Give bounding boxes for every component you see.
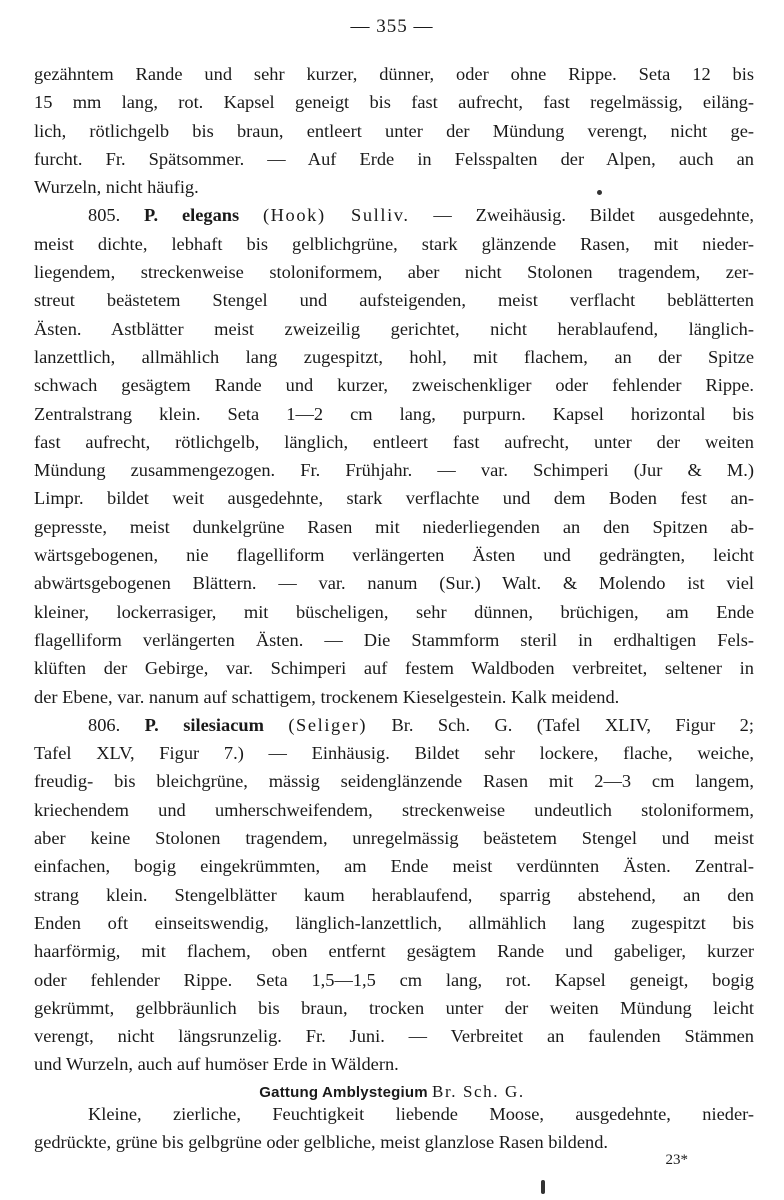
text-line: flagelliform verlängerten Ästen. — Die Stammform steril in erdhaltigen Fels- (34, 629, 754, 650)
text-line: aber keine Stolonen tragendem, unregelmässig beästetem Stengel und meist (34, 828, 754, 849)
text-line: der Ebene, var. nanum auf schattigem, trockenem Kieselgestein. Kalk meidend. (34, 686, 620, 707)
species-entry-805-first-line (34, 201, 754, 229)
text-line: strang klein. Stengelblätter kaum herablaufend, sparrig abstehend, an den (34, 884, 754, 905)
genus-heading-name: Gattung Amblystegium (259, 1084, 428, 1101)
text-line: gekrümmt, gelbbräunlich bis braun, trocken unter der weiten Mündung leicht (34, 997, 754, 1018)
species-author: (Hook) Sulliv. (262, 205, 410, 226)
text-line: einfachen, bogig eingekrümmten, am Ende meist verdünnten Ästen. Zentral- (34, 856, 754, 877)
text-line: gezähntem Rande und sehr kurzer, dünner, oder ohne Rippe. Seta 12 bis (34, 64, 754, 84)
ink-speck (541, 1180, 545, 1194)
species-author: (Seliger) (288, 714, 368, 735)
text-line: verengt, nicht längsrunzelig. Fr. Juni. — Verbreitet an faulenden Stämmen (34, 1026, 754, 1047)
text-line: haarförmig, mit flachem, oben entfernt gesägtem Rande und gabeliger, kurzer (34, 941, 754, 962)
text-line: Kleine, zierliche, Feuchtigkeit liebende Moose, ausgedehnte, nieder- (88, 1104, 754, 1124)
text-line: Tafel XLV, Figur 7.) — Einhäusig. Bildet sehr lockere, flache, weiche, (34, 743, 754, 764)
entry-number: 806. (88, 714, 121, 735)
species-name: elegans (181, 205, 240, 226)
text-line: gepresste, meist dunkelgrüne Rasen mit niederliegenden an den Spitzen ab- (34, 516, 754, 537)
text-line: Limpr. bildet weit ausgedehnte, stark verflachte und dem Boden fest an- (34, 488, 754, 509)
text-line: kleiner, lockerrasiger, mit büscheligen, sehr dünnen, brüchigen, am Ende (34, 601, 754, 622)
text-line: fast aufrecht, rötlichgelb, länglich, entleert fast aufrecht, unter der weiten (34, 431, 754, 452)
ink-speck (597, 190, 602, 195)
text-line: oder fehlender Rippe. Seta 1,5—1,5 cm lang, rot. Kapsel geneigt, bogig (34, 969, 754, 990)
page-number: — 355 — (350, 16, 434, 37)
text-line: kriechendem und umherschweifendem, streckenweise undeutlich stoloniformem, (34, 799, 754, 820)
text-fragment: — Zweihäusig. Bildet ausgedehnte, (433, 205, 754, 226)
text-line: klüften der Gebirge, var. Schimperi auf festem Waldboden verbreitet, seltener in (34, 658, 754, 679)
text-line: Wurzeln, nicht häufig. (34, 177, 199, 198)
species-entry-806-first-line (34, 711, 754, 739)
text-line: gedrückte, grüne bis gelbgrüne oder gelbliche, meist glanzlose Rasen bildend. (34, 1132, 609, 1153)
genus-heading (0, 1082, 784, 1102)
genus-description (34, 1100, 754, 1157)
text-line: Enden oft einseitswendig, länglich-lanzettlich, allmählich lang zugespitzt bis (34, 912, 754, 933)
text-line: 15 mm lang, rot. Kapsel geneigt bis fast aufrecht, fast regelmässig, eiläng- (34, 92, 754, 113)
text-line: streut beästetem Stengel und aufsteigenden, meist verflacht beblätterten (34, 290, 754, 311)
text-line: schwach gesägtem Rande und kurzer, zweischenkliger oder fehlender Rippe. (34, 375, 754, 396)
text-line: Zentralstrang klein. Seta 1—2 cm lang, purpurn. Kapsel horizontal bis (34, 403, 754, 424)
text-line: lich, rötlichgelb bis braun, entleert unter der Mündung verengt, nicht ge- (34, 120, 754, 141)
text-line: abwärtsgebogenen Blättern. — var. nanum (Sur.) Walt. & Molendo ist viel (34, 573, 754, 594)
text-line: liegendem, streckenweise stoloniformem, aber nicht Stolonen tragendem, zer- (34, 262, 754, 283)
text-fragment: Br. Sch. G. (Tafel XLIV, Figur 2; (391, 714, 754, 735)
text-line: Ästen. Astblätter meist zweizeilig gerichtet, nicht herablaufend, länglich- (34, 318, 754, 339)
main-text (34, 60, 754, 1079)
genus-heading-author: Br. Sch. G. (432, 1082, 525, 1101)
signature-mark: 23* (665, 1152, 688, 1168)
text-line: wärtsgebogenen, nie flagelliform verlängerten Ästen und gedrängten, leicht (34, 545, 754, 566)
genus-abbrev: P. (144, 714, 159, 735)
text-line: lanzettlich, allmählich lang zugespitzt, hohl, mit flachem, an der Spitze (34, 346, 754, 367)
species-name: silesiacum (183, 714, 264, 735)
text-line: und Wurzeln, auch auf humöser Erde in Wäldern. (34, 1054, 399, 1075)
entry-number: 805. (88, 205, 121, 226)
text-line: freudig- bis bleichgrüne, mässig seidenglänzende Rasen mit 2—3 cm langem, (34, 771, 754, 792)
text-line: furcht. Fr. Spätsommer. — Auf Erde in Felsspalten der Alpen, auch an (34, 148, 754, 169)
text-line: Mündung zusammengezogen. Fr. Frühjahr. — var. Schimperi (Jur & M.) (34, 460, 754, 481)
text-line: meist dichte, lebhaft bis gelblichgrüne, stark glänzende Rasen, mit nieder- (34, 233, 754, 254)
genus-abbrev: P. (143, 205, 159, 226)
